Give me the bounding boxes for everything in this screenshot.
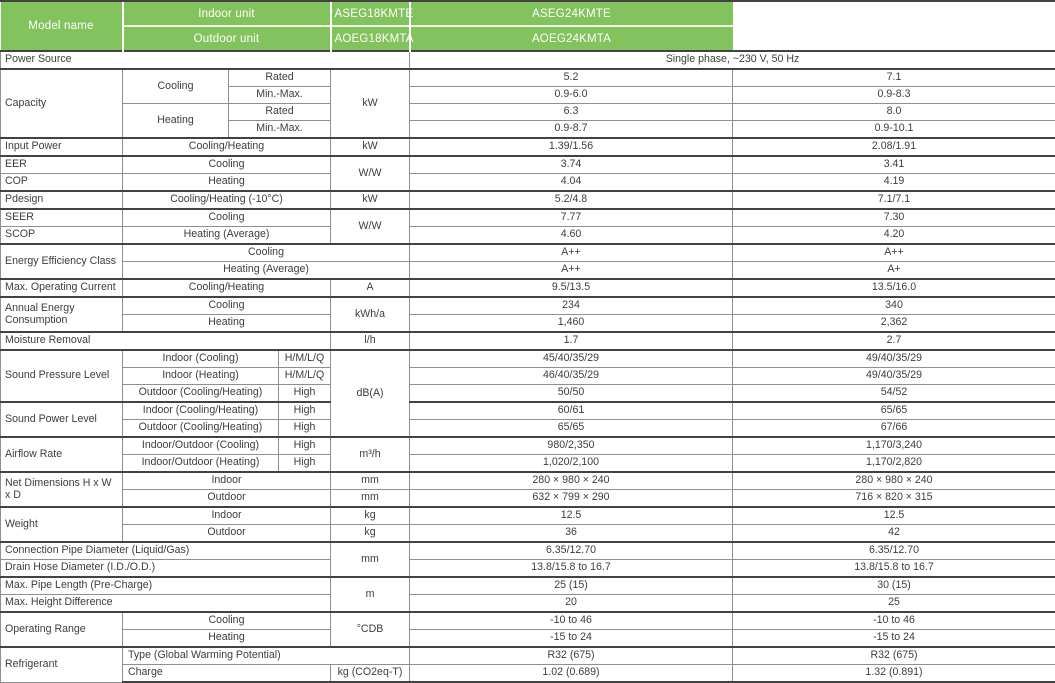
value-cell: 5.2 (410, 69, 733, 87)
sub-label-cell: Cooling/Heating (-10°C) (123, 191, 331, 209)
row-label-cell: Airflow Rate (1, 437, 123, 472)
sub-label-cell: Outdoor (Cooling/Heating) (123, 385, 279, 403)
row-label-cell: Capacity (1, 69, 123, 138)
row-label-cell: EER (1, 156, 123, 174)
row-label-cell: Drain Hose Diameter (I.D./O.D.) (1, 560, 331, 578)
value-cell: 6.3 (410, 104, 733, 121)
value-cell: 46/40/35/29 (410, 368, 733, 385)
value-cell: 1,170/3,240 (733, 437, 1055, 455)
unit-cell: dB(A) (331, 350, 410, 437)
sub-label-cell: Cooling (123, 297, 331, 315)
value-cell: 54/52 (733, 385, 1055, 403)
row-label-cell: SEER (1, 209, 123, 227)
sub-label-cell: Outdoor (Cooling/Heating) (123, 420, 279, 438)
value-cell: 13.5/16.0 (733, 279, 1055, 297)
table-row (1, 612, 1055, 630)
table-row (1, 455, 1055, 473)
unit-cell: m (331, 577, 410, 612)
unit-cell: l/h (331, 332, 410, 350)
table-row (1, 209, 1055, 227)
sub-label-cell: Heating (Average) (123, 262, 410, 280)
row-label-cell: Energy Efficiency Class (1, 244, 123, 279)
table-row (1, 2, 1055, 26)
table-row (1, 595, 1055, 613)
value-cell: 65/65 (410, 420, 733, 438)
row-label-cell: SCOP (1, 227, 123, 245)
table-body (1, 51, 1055, 682)
table-row (1, 350, 1055, 368)
value-cell: 1,020/2,100 (410, 455, 733, 473)
unit-cell: A (331, 279, 410, 297)
value-cell: 6.35/12.70 (733, 542, 1055, 560)
sub-label-cell: Rated (229, 69, 331, 87)
table-row (1, 69, 1055, 87)
table-row (1, 315, 1055, 333)
value-cell: -15 to 24 (410, 630, 733, 648)
row-label-cell: COP (1, 174, 123, 192)
sub-label-cell: Indoor (Cooling/Heating) (123, 402, 279, 420)
table-row (1, 51, 1055, 69)
table-row (1, 472, 1055, 490)
sub-label-cell: H/M/L/Q (279, 368, 331, 385)
value-cell: 13.8/15.8 to 16.7 (733, 560, 1055, 578)
header-cell: Outdoor unit (123, 26, 331, 51)
header-cell: AOEG24KMTA (410, 26, 733, 51)
value-cell: 45/40/35/29 (410, 350, 733, 368)
value-cell: A++ (733, 244, 1055, 262)
table-row (1, 227, 1055, 245)
value-cell: 7.30 (733, 209, 1055, 227)
value-cell: 60/61 (410, 402, 733, 420)
value-cell: 25 (15) (410, 577, 733, 595)
unit-cell: kWh/a (331, 297, 410, 332)
value-cell: 65/65 (733, 402, 1055, 420)
sub-label-cell: Cooling/Heating (123, 138, 331, 156)
unit-cell: °CDB (331, 612, 410, 647)
value-cell: 0.9-10.1 (733, 121, 1055, 139)
sub-label-cell: High (279, 402, 331, 420)
row-label-cell: Max. Height Difference (1, 595, 331, 613)
table-row (1, 385, 1055, 403)
value-cell: 1.02 (0.689) (410, 665, 733, 683)
table-row (1, 490, 1055, 508)
value-cell: 1.7 (410, 332, 733, 350)
row-label-cell: Input Power (1, 138, 123, 156)
table-row (1, 156, 1055, 174)
table-row (1, 420, 1055, 438)
value-cell: 6.35/12.70 (410, 542, 733, 560)
value-cell: 2.7 (733, 332, 1055, 350)
sub-label-cell: Heating (123, 174, 331, 192)
value-cell: 7.1/7.1 (733, 191, 1055, 209)
table-row (1, 174, 1055, 192)
table-row (1, 665, 1055, 683)
value-cell: 12.5 (410, 507, 733, 525)
value-cell: 7.77 (410, 209, 733, 227)
value-cell: 1,460 (410, 315, 733, 333)
value-cell: A++ (410, 244, 733, 262)
table-row (1, 525, 1055, 543)
unit-cell: kg (331, 525, 410, 543)
row-label-cell: Sound Power Level (1, 402, 123, 437)
value-cell: 0.9-8.7 (410, 121, 733, 139)
sub-label-cell: Indoor (Heating) (123, 368, 279, 385)
row-label-cell: Net Dimensions H x W x D (1, 472, 123, 507)
unit-cell: mm (331, 542, 410, 577)
value-cell: Single phase, ~230 V, 50 Hz (410, 51, 1055, 69)
table-row (1, 437, 1055, 455)
value-cell: 9.5/13.5 (410, 279, 733, 297)
value-cell: 0.9-8.3 (733, 87, 1055, 104)
value-cell: 36 (410, 525, 733, 543)
unit-cell: mm (331, 472, 410, 490)
value-cell: 2.08/1.91 (733, 138, 1055, 156)
value-cell: A++ (410, 262, 733, 280)
table-row (1, 262, 1055, 280)
sub-label-cell: Min.-Max. (229, 121, 331, 139)
table-row (1, 577, 1055, 595)
row-label-cell: Moisture Removal (1, 332, 331, 350)
value-cell: 3.41 (733, 156, 1055, 174)
value-cell: 716 × 820 × 315 (733, 490, 1055, 508)
value-cell: 980/2,350 (410, 437, 733, 455)
table-row (1, 191, 1055, 209)
sub-label-cell: Outdoor (123, 525, 331, 543)
value-cell: 5.2/4.8 (410, 191, 733, 209)
sub-label-cell: H/M/L/Q (279, 350, 331, 368)
table-row (1, 104, 1055, 121)
row-label-cell: Pdesign (1, 191, 123, 209)
table-row (1, 542, 1055, 560)
value-cell: -15 to 24 (733, 630, 1055, 648)
value-cell: 280 × 980 × 240 (733, 472, 1055, 490)
value-cell: 49/40/35/29 (733, 350, 1055, 368)
unit-cell: kW (331, 138, 410, 156)
row-label-cell: Sound Pressure Level (1, 350, 123, 402)
sub-label-cell: Outdoor (123, 490, 331, 508)
value-cell: 1,170/2,820 (733, 455, 1055, 473)
model-name-cell: Model name (1, 2, 123, 51)
sub-label-cell: Heating (123, 104, 229, 139)
value-cell: R32 (675) (733, 647, 1055, 665)
table-row (1, 507, 1055, 525)
sub-label-cell: Cooling/Heating (123, 279, 331, 297)
value-cell: A+ (733, 262, 1055, 280)
value-cell: 4.60 (410, 227, 733, 245)
table-row (1, 647, 1055, 665)
value-cell: 3.74 (410, 156, 733, 174)
value-cell: -10 to 46 (733, 612, 1055, 630)
value-cell: 49/40/35/29 (733, 368, 1055, 385)
unit-cell: kW (331, 191, 410, 209)
row-label-cell: Operating Range (1, 612, 123, 647)
sub-label-cell: Heating (123, 630, 331, 648)
spec-table (0, 2, 1055, 683)
value-cell: 4.20 (733, 227, 1055, 245)
value-cell: 2,362 (733, 315, 1055, 333)
value-cell: 67/66 (733, 420, 1055, 438)
value-cell: 234 (410, 297, 733, 315)
sub-label-cell: High (279, 437, 331, 455)
table-row (1, 402, 1055, 420)
row-label-cell: Weight (1, 507, 123, 542)
sub-label-cell: Cooling (123, 69, 229, 104)
header-cell: ASEG24KMTE (410, 2, 733, 26)
sub-label-cell: Cooling (123, 209, 331, 227)
value-cell: 42 (733, 525, 1055, 543)
value-cell: R32 (675) (410, 647, 733, 665)
unit-cell: m³/h (331, 437, 410, 472)
sub-label-cell: High (279, 420, 331, 438)
value-cell: 13.8/15.8 to 16.7 (410, 560, 733, 578)
value-cell: 25 (733, 595, 1055, 613)
table-row (1, 244, 1055, 262)
sub-label-cell: Cooling (123, 244, 410, 262)
sub-label-cell: Indoor/Outdoor (Heating) (123, 455, 279, 473)
sub-label-cell: Indoor (123, 507, 331, 525)
value-cell: 8.0 (733, 104, 1055, 121)
sub-label-cell: High (279, 455, 331, 473)
value-cell: 50/50 (410, 385, 733, 403)
value-cell: 12.5 (733, 507, 1055, 525)
table-row (1, 630, 1055, 648)
sub-label-cell: Charge (123, 665, 331, 683)
sub-label-cell: Heating (123, 315, 331, 333)
sub-label-cell: Cooling (123, 156, 331, 174)
value-cell: 30 (15) (733, 577, 1055, 595)
value-cell: -10 to 46 (410, 612, 733, 630)
value-cell: 280 × 980 × 240 (410, 472, 733, 490)
table-row (1, 297, 1055, 315)
value-cell: 4.04 (410, 174, 733, 192)
unit-cell: kW (331, 69, 410, 138)
unit-cell: kg (331, 507, 410, 525)
row-label-cell: Annual Energy Consumption (1, 297, 123, 332)
table-row (1, 332, 1055, 350)
value-cell: 0.9-6.0 (410, 87, 733, 104)
row-label-cell: Refrigerant (1, 647, 123, 682)
header-cell: AOEG18KMTA (331, 26, 410, 51)
table-row (1, 279, 1055, 297)
sub-label-cell: Heating (Average) (123, 227, 331, 245)
value-cell: 1.39/1.56 (410, 138, 733, 156)
sub-label-cell: Indoor/Outdoor (Cooling) (123, 437, 279, 455)
header-cell: ASEG18KMTE (331, 2, 410, 26)
value-cell: 340 (733, 297, 1055, 315)
value-cell: 7.1 (733, 69, 1055, 87)
value-cell: 632 × 799 × 290 (410, 490, 733, 508)
sub-label-cell: High (279, 385, 331, 403)
row-label-cell: Connection Pipe Diameter (Liquid/Gas) (1, 542, 331, 560)
sub-label-cell: Indoor (123, 472, 331, 490)
unit-cell: kg (CO2eq-T) (331, 665, 410, 683)
sub-label-cell: Type (Global Warming Potential) (123, 647, 410, 665)
row-label-cell: Max. Pipe Length (Pre-Charge) (1, 577, 331, 595)
sub-label-cell: Indoor (Cooling) (123, 350, 279, 368)
value-cell: 20 (410, 595, 733, 613)
table-header (1, 2, 1055, 51)
value-cell: 1.32 (0.891) (733, 665, 1055, 683)
header-cell: Indoor unit (123, 2, 331, 26)
row-label-cell: Power Source (1, 51, 410, 69)
unit-cell: W/W (331, 156, 410, 191)
row-label-cell: Max. Operating Current (1, 279, 123, 297)
table-row (1, 26, 1055, 51)
table-row (1, 138, 1055, 156)
value-cell: 4.19 (733, 174, 1055, 192)
sub-label-cell: Rated (229, 104, 331, 121)
table-row (1, 368, 1055, 385)
unit-cell: mm (331, 490, 410, 508)
sub-label-cell: Min.-Max. (229, 87, 331, 104)
table-row (1, 560, 1055, 578)
unit-cell: W/W (331, 209, 410, 244)
sub-label-cell: Cooling (123, 612, 331, 630)
